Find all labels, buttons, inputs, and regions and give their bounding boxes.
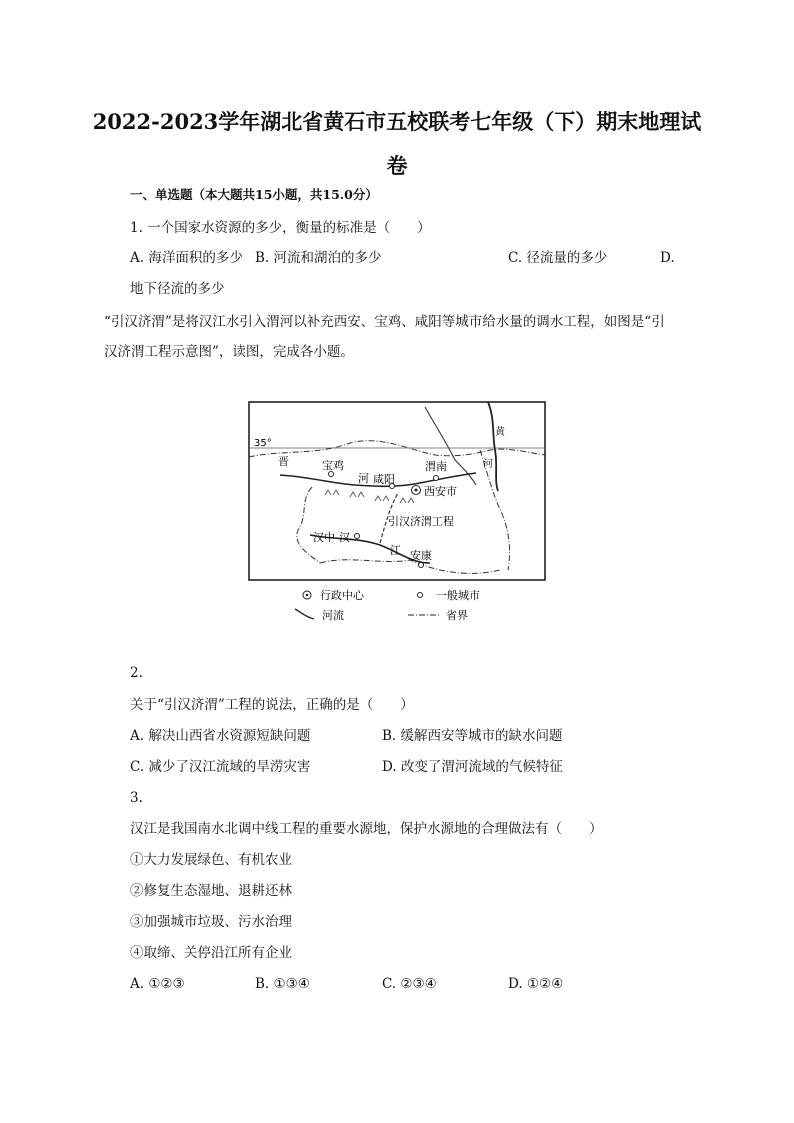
map-label-he: 河 <box>483 459 493 470</box>
section-heading: 一、单选题（本大题共15小题，共15.0分） <box>130 187 378 202</box>
title-line-2: 卷 <box>386 153 408 178</box>
q3-number: 3. <box>130 790 143 806</box>
q3-option-a[interactable]: A. ①②③ <box>130 976 185 992</box>
map-label-weinan: 渭南 <box>425 460 447 473</box>
q2-number: 2. <box>130 665 143 681</box>
q1-option-c[interactable]: C. 径流量的多少 <box>508 250 608 266</box>
hanzhong-city-marker <box>355 534 360 539</box>
xian-admin-center-inner <box>415 489 418 492</box>
q1-option-d-letter[interactable]: D. <box>660 250 675 266</box>
q2-stem: 关于“引汉济渭”工程的说法，正确的是（ ） <box>130 697 414 713</box>
title-line-1: 2022-2023学年湖北省黄石市五校联考七年级（下）期末地理试 <box>92 109 702 134</box>
q1-stem: 1. 一个国家水资源的多少，衡量的标准是（ ） <box>130 220 431 236</box>
latitude-label: 35° <box>254 438 272 449</box>
map-label-jin: 晋 <box>278 455 289 468</box>
map-label-xian: 西安市 <box>424 485 457 498</box>
q3-stem: 汉江是我国南水北调中线工程的重要水源地，保护水源地的合理做法有（ ） <box>130 821 603 837</box>
map-label-xianyang: 咸阳 <box>373 473 395 486</box>
q3-item-1: ①大力发展绿色、有机农业 <box>130 852 292 868</box>
q2-option-b[interactable]: B. 缓解西安等城市的缺水问题 <box>382 728 563 744</box>
q2-option-c[interactable]: C. 减少了汉江流域的旱涝灾害 <box>130 759 311 775</box>
q3-item-4: ④取缔、关停沿江所有企业 <box>130 945 292 961</box>
legend-general-city-icon <box>418 593 423 598</box>
map-label-han: 汉 <box>339 531 350 544</box>
passage-line-2: 汉济渭工程示意图”，读图，完成各小题。 <box>104 344 354 360</box>
map-label-baoji: 宝鸡 <box>322 459 344 472</box>
map-label-hanzhong: 汉中 <box>313 531 335 544</box>
q3-item-2: ②修复生态湿地、退耕还林 <box>130 883 292 899</box>
legend-river-label: 河流 <box>322 609 344 622</box>
passage-line-1: “引汉济渭”是将汉江水引入渭河以补充西安、宝鸡、咸阳等城市给水量的调水工程，如图是“引 <box>104 314 665 330</box>
weinan-city-marker <box>434 476 439 481</box>
map-label-ankang: 安康 <box>410 549 432 562</box>
q1-option-a[interactable]: A. 海洋面积的多少 <box>130 250 243 266</box>
legend-boundary-label: 省界 <box>446 609 468 622</box>
legend-general-city-label: 一般城市 <box>436 589 480 602</box>
q2-option-a[interactable]: A. 解决山西省水资源短缺问题 <box>130 728 311 744</box>
map-legend <box>295 588 480 622</box>
q1-option-d-text: 地下径流的多少 <box>130 281 225 297</box>
legend-admin-center-label: 行政中心 <box>320 589 364 602</box>
q2-option-d[interactable]: D. 改变了渭河流域的气候特征 <box>382 759 563 775</box>
ankang-city-marker <box>419 563 424 568</box>
exam-title <box>60 100 734 188</box>
map-label-project: 引汉济渭工程 <box>388 515 454 528</box>
map-figure <box>240 395 560 635</box>
legend-river-icon <box>295 609 314 619</box>
q3-option-b[interactable]: B. ①③④ <box>255 976 310 992</box>
legend-admin-center-dot <box>306 594 309 597</box>
q3-item-3: ③加强城市垃圾、污水治理 <box>130 914 292 930</box>
map-label-huang: 黄 <box>495 427 505 438</box>
q3-option-c[interactable]: C. ②③④ <box>382 976 437 992</box>
q3-option-d[interactable]: D. ①②④ <box>508 976 564 992</box>
map-label-wei-he: 河 <box>358 472 369 485</box>
q1-option-b[interactable]: B. 河流和湖泊的多少 <box>255 250 382 266</box>
baoji-city-marker <box>329 472 334 477</box>
map-label-jiang: 江 <box>390 544 401 557</box>
